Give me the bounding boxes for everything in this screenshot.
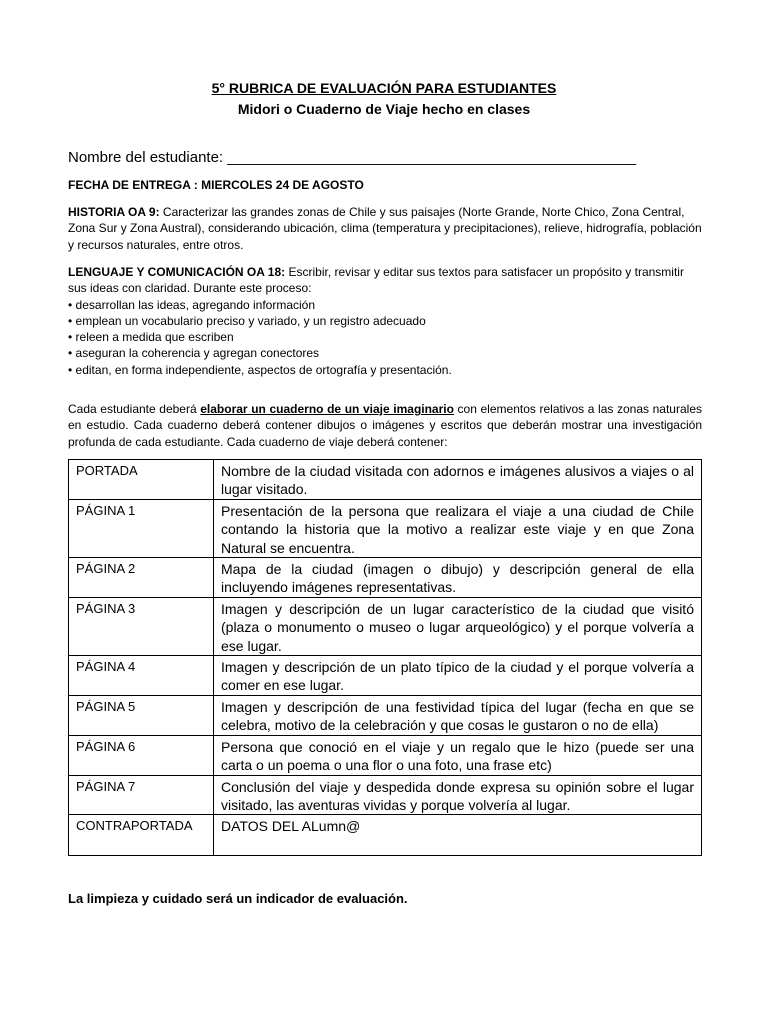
description-cell: Imagen y descripción de un lugar característico de la ciudad que visitó (plaza o monumento o museo o lugar arqueológico) y el porque volvería a ese lugar. — [214, 597, 702, 655]
student-name-blank: _________________________________________________ — [227, 149, 637, 166]
lenguaje-objective — [68, 264, 702, 378]
document-title: 5° RUBRICA DE EVALUACIÓN PARA ESTUDIANTES — [211, 80, 557, 96]
bullet-item: • aseguran la coherencia y agregan conectores — [68, 345, 702, 361]
page-cell: PÁGINA 5 — [69, 695, 214, 735]
bullet-item: • editan, en forma independiente, aspectos de ortografía y presentación. — [68, 362, 702, 378]
table-row — [69, 695, 702, 735]
student-name-line — [68, 149, 636, 166]
bullet-item: • releen a medida que escriben — [68, 329, 702, 345]
instruction-paragraph — [68, 401, 702, 450]
lenguaje-text: Escribir, revisar y editar sus textos para satisfacer un propósito y transmitir sus ideas con claridad. Durante este proceso: — [68, 265, 684, 296]
table-row — [69, 558, 702, 598]
document-subtitle: Midori o Cuaderno de Viaje hecho en clases — [237, 101, 531, 117]
lenguaje-label: LENGUAJE Y COMUNICACIÓN OA 18: — [68, 265, 286, 279]
description-cell: Persona que conoció en el viaje y un regalo que le hizo (puede ser una carta o un poema o una flor o una foto, una frase etc) — [214, 735, 702, 775]
description-cell: DATOS DEL ALumn@ — [214, 815, 702, 856]
bullet-item: • desarrollan las ideas, agregando información — [68, 297, 702, 313]
due-date: FECHA DE ENTREGA : MIERCOLES 24 DE AGOSTO — [68, 178, 364, 192]
page-cell: CONTRAPORTADA — [69, 815, 214, 856]
bullet-item: • emplean un vocabulario preciso y variado, y un registro adecuado — [68, 313, 702, 329]
student-name-label: Nombre del estudiante: — [68, 149, 228, 166]
instruction-emphasis: elaborar un cuaderno de un viaje imaginario — [200, 402, 454, 416]
table-row — [69, 775, 702, 815]
description-cell: Nombre de la ciudad visitada con adornos e imágenes alusivos a viajes o al lugar visitado. — [214, 460, 702, 500]
rubric-table — [68, 459, 702, 856]
table-row — [69, 597, 702, 655]
description-cell: Conclusión del viaje y despedida donde expresa su opinión sobre el lugar visitado, las aventuras vividas y porque volvería al lugar. — [214, 775, 702, 815]
description-cell: Mapa de la ciudad (imagen o dibujo) y descripción general de ella incluyendo imágenes representativas. — [214, 558, 702, 598]
page-cell: PÁGINA 1 — [69, 499, 214, 557]
table-row — [69, 499, 702, 557]
footer-note: La limpieza y cuidado será un indicador de evaluación. — [68, 891, 408, 906]
table-row — [69, 815, 702, 856]
page-cell: PÁGINA 7 — [69, 775, 214, 815]
description-cell: Imagen y descripción de un plato típico de la ciudad y el porque volvería a comer en ese lugar. — [214, 656, 702, 696]
description-cell: Imagen y descripción de una festividad típica del lugar (fecha en que se celebra, motivo de la celebración y que cosas le gustaron o no de ella) — [214, 695, 702, 735]
table-row — [69, 460, 702, 500]
instruction-prefix: Cada estudiante deberá — [68, 402, 201, 416]
table-row — [69, 656, 702, 696]
historia-objective — [68, 204, 702, 253]
page-cell: PÁGINA 2 — [69, 558, 214, 598]
page-cell: PÁGINA 3 — [69, 597, 214, 655]
page-cell: PÁGINA 6 — [69, 735, 214, 775]
historia-text: Caracterizar las grandes zonas de Chile y sus paisajes (Norte Grande, Norte Chico, Zona Central, Zona Sur y Zona Austral), considerando ubicación, clima (temperatura y precipitaciones), relieve, hidrografía, población y recursos naturales, entre otros. — [68, 205, 702, 252]
description-cell: Presentación de la persona que realizara el viaje a una ciudad de Chile contando la historia que la motivo a realizar este viaje y en que Zona Natural se encuentra. — [214, 499, 702, 557]
historia-label: HISTORIA OA 9: — [68, 205, 160, 219]
page-cell: PÁGINA 4 — [69, 656, 214, 696]
table-row — [69, 735, 702, 775]
lenguaje-bullets — [68, 297, 702, 378]
instruction-suffix: con elementos relativos a las zonas naturales en estudio. Cada cuaderno deberá contener dibujos o imágenes y escritos que deberán mostrar una investigación profunda de cada estudiante. Cada cuaderno de viaje deberá contener: — [68, 402, 702, 449]
page-cell: PORTADA — [69, 460, 214, 500]
